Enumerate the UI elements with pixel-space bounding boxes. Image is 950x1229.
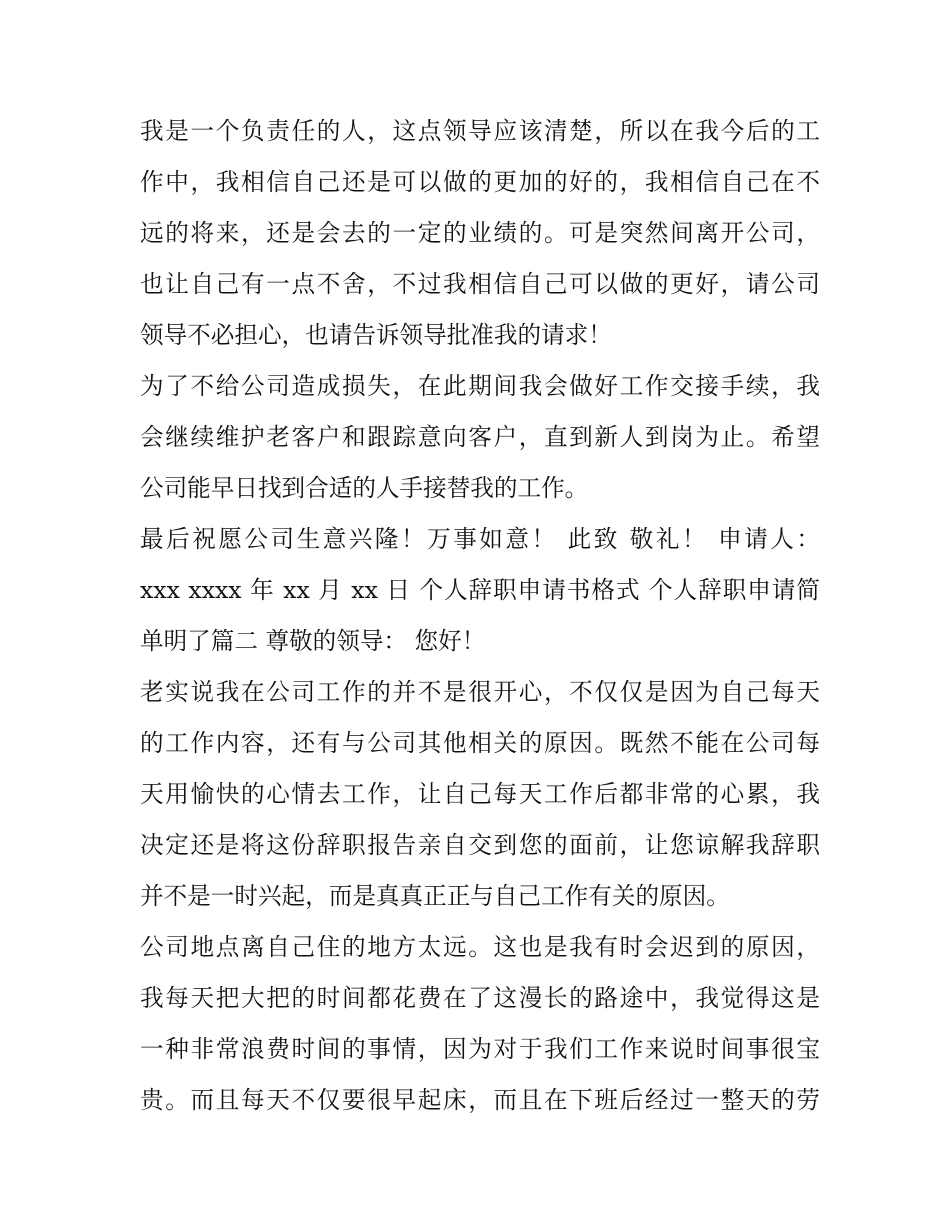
text-line-9: 最后祝愿公司生意兴隆！万事如意！ 此致 敬礼！ 申请人：	[140, 525, 820, 553]
text-line-17: 公司地点离自己住的地方太远。这也是我有时会迟到的原因，	[140, 933, 820, 961]
text-line-12: 老实说我在公司工作的并不是很开心，不仅仅是因为自己每天	[140, 678, 820, 706]
text-line-13: 的工作内容，还有与公司其他相关的原因。既然不能在公司每	[140, 729, 820, 757]
text-line-8: 公司能早日找到合适的人手接替我的工作。	[140, 474, 589, 502]
text-line-6: 为了不给公司造成损失，在此期间我会做好工作交接手续，我	[140, 372, 820, 400]
text-line-7: 会继续维护老客户和跟踪意向客户，直到新人到岗为止。希望	[140, 423, 820, 451]
text-line-15: 决定还是将这份辞职报告亲自交到您的面前，让您谅解我辞职	[140, 831, 820, 859]
text-line-1: 我是一个负责任的人，这点领导应该清楚，所以在我今后的工	[140, 117, 820, 145]
text-line-14: 天用愉快的心情去工作，让自己每天工作后都非常的心累，我	[140, 780, 820, 808]
text-line-10: xxx xxxx 年 xx 月 xx 日 个人辞职申请书格式 个人辞职申请简	[140, 576, 820, 604]
text-line-11: 单明了篇二 尊敬的领导： 您好！	[140, 627, 486, 655]
text-line-5: 领导不必担心，也请告诉领导批准我的请求！	[140, 321, 612, 349]
document-body	[140, 106, 820, 1126]
text-line-3: 远的将来，还是会去的一定的业绩的。可是突然间离开公司，	[140, 219, 820, 247]
text-line-18: 我每天把大把的时间都花费在了这漫长的路途中，我觉得这是	[140, 984, 820, 1012]
text-line-2: 作中，我相信自己还是可以做的更加的好的，我相信自己在不	[140, 168, 820, 196]
text-line-20: 贵。而且每天不仅要很早起床，而且在下班后经过一整天的劳	[140, 1086, 820, 1114]
text-line-4: 也让自己有一点不舍，不过我相信自己可以做的更好，请公司	[140, 270, 820, 298]
text-line-19: 一种非常浪费时间的事情，因为对于我们工作来说时间事很宝	[140, 1035, 820, 1063]
text-line-16: 并不是一时兴起，而是真真正正与自己工作有关的原因。	[140, 882, 730, 910]
